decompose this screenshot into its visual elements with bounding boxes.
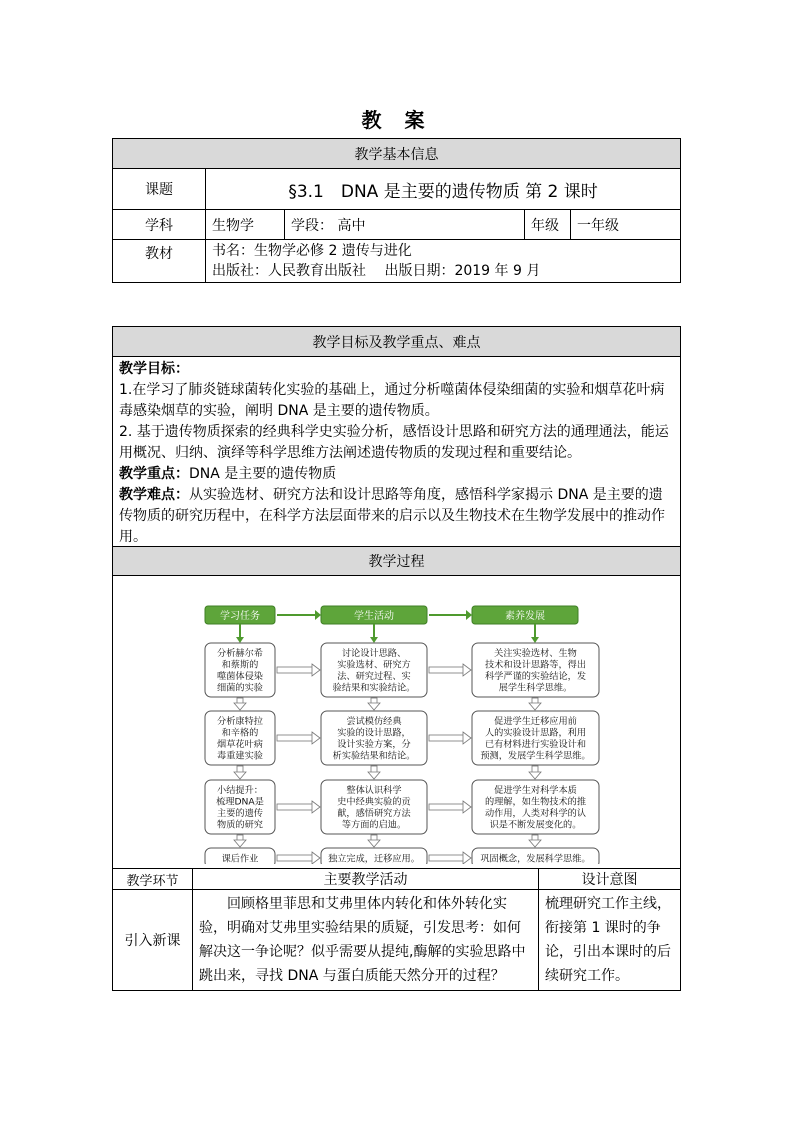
arrow-down-icon: [529, 840, 541, 847]
objectives-body: [113, 357, 681, 551]
grade-value: 一年级: [571, 210, 681, 240]
topic-value: §3.1 DNA 是主要的遗传物质 第 2 课时: [206, 169, 681, 210]
flow-box-text: 小结提升：: [217, 785, 263, 796]
flow-right-arrow: [429, 735, 464, 741]
textbook-label: 教材: [113, 240, 206, 283]
arrow-head-icon: [315, 610, 321, 620]
flow-box-text: 巩固概念，发展科学思维。: [480, 853, 591, 864]
topic-label: 课题: [113, 169, 206, 210]
difficulty: [119, 485, 674, 548]
flow-box-text: 技术和设计思路等，得出: [484, 659, 587, 671]
key-point: [119, 464, 674, 485]
col-stage-header: 教学环节: [113, 869, 193, 890]
flow-box-text: 人的实验设计思路，利用: [484, 727, 587, 739]
flow-box-text: 课后作业: [221, 853, 259, 864]
col-activity-header: 主要教学活动: [193, 869, 539, 890]
flow-box-text: 等方面的启迪。: [341, 819, 407, 831]
flow-box-text: 献，感悟研究方法: [337, 808, 411, 819]
flow-box-text: 和蔡斯的: [221, 659, 259, 671]
arrow-right-icon: [312, 664, 320, 676]
objectives-table: [112, 326, 681, 551]
flow-box-text: 噬菌体侵染: [217, 671, 263, 682]
arrow-down-icon: [234, 772, 246, 779]
stage-cell: [285, 210, 525, 240]
flow-box-text: 析实验结果和结论。: [332, 750, 416, 762]
flow-right-arrow: [277, 804, 313, 810]
flow-box-text: 实验选材、研究方: [337, 659, 411, 671]
flow-box-text: 史中经典实验的贡: [337, 796, 411, 808]
flow-box-text: 整体认识科学: [346, 785, 402, 796]
flow-header-label: 学习任务: [220, 611, 260, 622]
key-title: 教学重点：: [119, 466, 189, 482]
flow-box-text: 验结果和实验结论。: [332, 682, 416, 694]
arrow-down-icon: [368, 772, 380, 779]
flow-box-text: 分析康特拉: [217, 716, 263, 727]
arrow-down-icon: [368, 840, 380, 847]
flowchart: [113, 576, 679, 864]
flow-header-label: 学生活动: [354, 611, 394, 622]
flow-box-text: 动作用，人类对科学的认: [484, 808, 587, 819]
flow-right-arrow: [429, 667, 464, 673]
flow-box-text: 梳理DNA是: [216, 796, 264, 808]
goals-title: 教学目标：: [119, 361, 189, 377]
arrow-right-icon: [312, 732, 320, 744]
flow-right-arrow: [277, 855, 313, 861]
arrow-right-icon: [463, 664, 471, 676]
flow-right-arrow: [277, 735, 313, 741]
goal-2: 2. 基于遗传物质探索的经典科学史实验分析，感悟设计思路和研究方法的通理通法，能运用概况、归纳、演绎等科学思维方法阐述遗传物质的发现过程和重要结论。: [119, 424, 669, 461]
flow-box-text: 法、研究过程、实: [337, 671, 411, 682]
flow-box-text: 实验的设计思路，: [337, 727, 411, 739]
flow-right-arrow: [429, 855, 464, 861]
flow-right-arrow: [277, 667, 313, 673]
flow-box-text: 展学生科学思维。: [498, 682, 573, 694]
process-header: 教学过程: [113, 547, 681, 576]
goal-1: 1.在学习了肺炎链球菌转化实验的基础上，通过分析噬菌体侵染细菌的实验和烟草花叶病毒感染烟草的实验，阐明 DNA 是主要的遗传物质。: [119, 382, 665, 419]
arrow-down-icon: [531, 637, 539, 643]
flow-box-text: 设计实验方案，分: [337, 739, 411, 750]
arrow-right-icon: [312, 852, 320, 864]
arrow-right-icon: [312, 801, 320, 813]
flow-box-text: 促进学生迁移应用前: [494, 716, 577, 727]
arrow-down-icon: [529, 772, 541, 779]
difficulty-text: 从实验选材、研究方法和设计思路等角度，感悟科学家揭示 DNA 是主要的遗传物质的研究历程中，在科学方法层面带来的启示以及生物技术在生物学发展中的推动作用。: [119, 487, 665, 545]
flow-box-text: 科学严谨的实验结论，发: [484, 671, 587, 682]
arrow-head-icon: [466, 610, 472, 620]
flow-box-text: 尝试模仿经典: [346, 716, 402, 727]
textbook-name: 书名：生物学必修 2 遗传与进化: [212, 243, 412, 259]
textbook-value: [206, 240, 681, 283]
page-title: 教 案: [361, 108, 433, 132]
flow-box-text: 已有材料进行实验设计和: [484, 739, 587, 750]
stage-value: 高中: [337, 217, 366, 234]
flow-box-text: 分析赫尔希: [217, 648, 263, 659]
flow-box-text: 烟草花叶病: [217, 739, 263, 750]
flow-box-text: 细菌的实验: [217, 682, 263, 694]
arrow-down-icon: [370, 637, 378, 643]
flow-box-text: 物质的研究: [217, 819, 263, 831]
arrow-right-icon: [463, 852, 471, 864]
flow-box-text: 毒重建实验: [217, 750, 263, 762]
arrow-down-icon: [368, 703, 380, 710]
flow-box-text: 独立完成，迁移应用。: [328, 853, 420, 864]
flow-box-text: 的理解，如生物技术的推: [484, 796, 587, 808]
arrow-down-icon: [529, 703, 541, 710]
flowchart-cell: [113, 576, 681, 869]
arrow-down-icon: [236, 637, 244, 643]
arrow-right-icon: [463, 732, 471, 744]
subject-value: 生物学: [206, 210, 285, 240]
difficulty-title: 教学难点：: [119, 487, 189, 503]
basic-info-header: 教学基本信息: [113, 139, 681, 169]
subject-label: 学科: [113, 210, 206, 240]
flow-box-text: 预测，发展学生科学思维。: [480, 750, 591, 762]
process-table: [112, 546, 681, 991]
flow-box-text: 和辛格的: [221, 727, 259, 739]
stage-intro: 引入新课: [113, 890, 193, 991]
arrow-down-icon: [234, 703, 246, 710]
flow-box-text: 关注实验选材、生物: [494, 648, 577, 659]
flow-box-text: 促进学生对科学本质: [494, 785, 577, 796]
intent-intro: 梳理研究工作主线，衔接第 1 课时的争论，引出本课时的后续研究工作。: [539, 890, 681, 991]
flow-box-text: 主要的遗传: [217, 808, 263, 819]
objectives-header: 教学目标及教学重点、难点: [113, 327, 681, 357]
flow-right-arrow: [429, 804, 464, 810]
key-text: DNA 是主要的遗传物质: [189, 466, 337, 482]
arrow-down-icon: [234, 840, 246, 847]
flow-header-label: 素养发展: [505, 611, 545, 622]
basic-info-table: [112, 138, 681, 283]
flow-box-text: 识是不断发展变化的。: [489, 819, 582, 831]
arrow-right-icon: [463, 801, 471, 813]
activity-intro: 回顾格里菲思和艾弗里体内转化和体外转化实验，明确对艾弗里实验结果的质疑，引发思考：如何解决这一争论呢？似乎需要从提纯,酶解的实验思路中跳出来，寻找 DNA 与蛋白质能天然分开的过程？: [193, 890, 539, 991]
grade-label: 年级: [525, 210, 571, 240]
col-intent-header: 设计意图: [539, 869, 681, 890]
textbook-publisher: 出版社：人民教育出版社 出版日期：2019 年 9 月: [212, 263, 541, 279]
flow-box-text: 讨论设计思路、: [341, 648, 407, 659]
stage-label: 学段：: [291, 217, 333, 234]
